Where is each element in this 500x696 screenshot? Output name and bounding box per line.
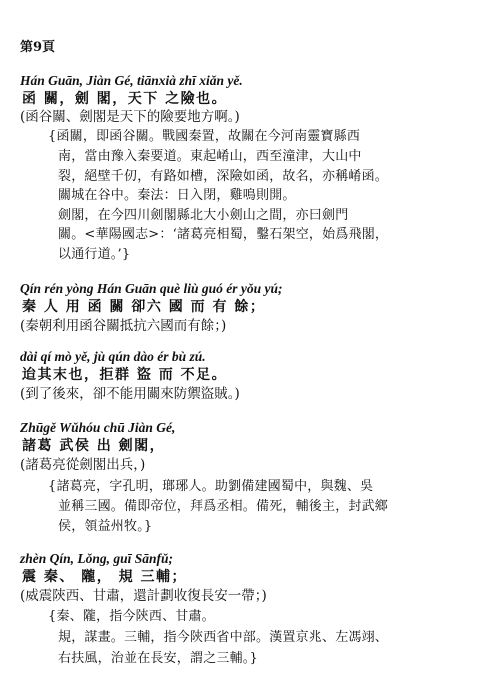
pinyin-line: Zhūgě Wǔhóu chū Jiàn Gé, (20, 420, 176, 435)
note-line: 南，當由豫入秦要道。東起崤山，西至潼津，大山中 (58, 149, 362, 164)
note-line: 關城在谷中。秦法：日入閉，雞鳴則開。 (58, 188, 296, 203)
pinyin-line: zhèn Qín, Lǒng, guī Sānfǔ; (20, 551, 174, 566)
note-line: 規，謀畫。三輔，指今陝西省中部。漢置京兆、左馮翊、 (58, 630, 389, 645)
note-line: 右扶風，治並在長安，謂之三輔。} (58, 651, 258, 666)
note-line: {秦、隴，指今陝西、甘肅。 (48, 609, 215, 624)
chinese-line: 震 秦、 隴， 規 三輔； (22, 569, 187, 585)
pinyin-line: dài qí mò yě, jù qún dào ér bù zú. (20, 349, 206, 364)
note-line: 侯，領益州牧。} (58, 519, 153, 534)
chinese-line: 迨其末也，拒群 盜 而 不足。 (22, 367, 228, 383)
translation-line: (諸葛亮從劍閣出兵，) (20, 457, 146, 473)
translation-line: (到了後來，卻不能用關來防禦盜賊。) (20, 386, 240, 402)
translation-line: (威震陝西、甘肅，還計劃收復長安一帶；) (20, 588, 267, 604)
chinese-line: 函 關，劍 閣，天下 之險也。 (22, 91, 228, 107)
page-number: 第9頁 (20, 40, 56, 55)
note-line: 並稱三國。備即帝位，拜爲丞相。備死，輔後主，封武鄉 (58, 499, 389, 514)
note-line: {諸葛亮，字孔明，瑯琊人。助劉備建國蜀中，與魏、吳 (48, 479, 374, 494)
translation-line: (函谷關、劍閣是天下的險要地方啊。) (20, 109, 240, 125)
note-line: 以通行道。’} (58, 247, 131, 262)
note-line: 劍閣，在今四川劍閣縣北大小劍山之間，亦曰劍門 (58, 208, 349, 223)
note-line: {函關，即函谷關。戰國秦置，故關在今河南靈寶縣西 (48, 129, 361, 144)
chinese-line: 秦 人 用 函 關 卻六 國 而 有 餘； (22, 299, 266, 315)
pinyin-line: Qín rén yòng Hán Guān què liù guó ér yǒu yú; (20, 281, 283, 296)
note-line: 關。<華陽國志>：‘諸葛亮相蜀，鑿石架空，始爲飛閣， (58, 227, 389, 242)
translation-line: (秦朝利用函谷關抵抗六國而有餘；) (20, 318, 227, 334)
note-line: 裂，絕壁千仞，有路如槽，深險如函，故名，亦稱崤函。 (58, 169, 389, 184)
pinyin-line: Hán Guān, Jiàn Gé, tiānxià zhī xiǎn yě. (20, 73, 243, 88)
chinese-line: 諸葛 武侯 出 劍閣， (22, 438, 166, 454)
